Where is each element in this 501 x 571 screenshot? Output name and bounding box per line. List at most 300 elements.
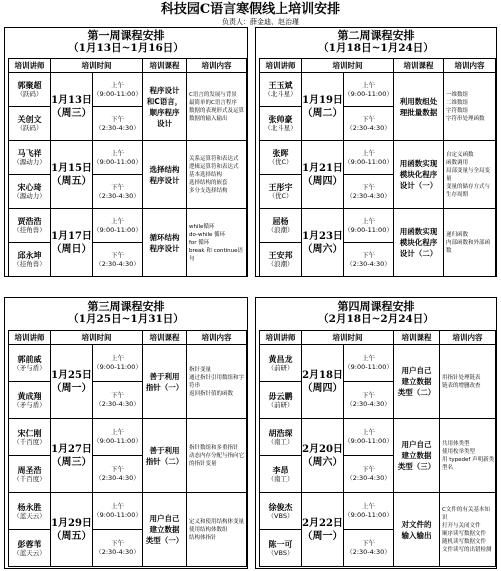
teacher-team: （源动力） (13, 158, 46, 166)
content-line: 逻辑运算符和表达式 (189, 163, 239, 170)
content-line: 数据的表现形式及运算 (189, 107, 245, 114)
slot-am (344, 209, 394, 243)
slot-time: （9:00-11:00） (344, 511, 393, 519)
slot-label: 上午 (111, 80, 124, 89)
slot-label: 上午 (362, 502, 375, 510)
week-panel-2 (255, 27, 497, 277)
course-line: 设计 (157, 118, 172, 128)
content-cell (187, 345, 247, 419)
content-line: 返回指针值的函数 (189, 390, 234, 397)
course-line: 用户自己 (401, 440, 432, 449)
slot-time: （2:30-4:30） (95, 474, 140, 482)
teacher-name: 宋心琦 (17, 182, 42, 192)
content-line: 链表的增删改查 (442, 382, 481, 389)
weekday: （周六） (302, 456, 343, 468)
slot-label: 下午 (111, 465, 124, 473)
content-line: do-while 循环 (189, 231, 226, 238)
teacher-team: （千百度） (13, 437, 46, 446)
slot-time: （2:30-4:30） (95, 191, 140, 200)
teacher-team: （挂角兽） (13, 260, 46, 268)
course-line: 类型（三） (397, 462, 436, 471)
teacher-team: （前研） (267, 400, 294, 409)
col-header-time: 培训时间 (302, 59, 394, 73)
content-line: 用指针处理链表 (442, 374, 481, 381)
teacher-team: （VBS） (267, 511, 294, 520)
col-header-time: 培训时间 (51, 331, 143, 345)
slot-pm (344, 382, 394, 419)
course-line: 程序设计 (149, 175, 180, 185)
teacher-cell (260, 419, 302, 456)
content-line: 多分支选择结构 (189, 187, 228, 194)
course-line: 用函数实现 (399, 227, 438, 236)
col-header-teacher: 培训讲师 (260, 59, 302, 73)
course-cell (143, 345, 187, 419)
teacher-team: （南工） (267, 437, 294, 446)
content-cell (440, 419, 496, 493)
teacher-cell (260, 382, 302, 419)
slot-label: 上午 (362, 80, 375, 89)
teacher-team: （南工） (267, 474, 294, 483)
content-cell (440, 493, 496, 567)
course-cell (394, 345, 440, 419)
col-header-time: 培训时间 (302, 331, 394, 345)
course-line: 用户自己 (149, 514, 180, 523)
slot-time: （2:30-4:30） (346, 123, 391, 132)
col-header-course: 培训课程 (394, 59, 444, 73)
content-line: 打开与关闭文件 (442, 522, 481, 529)
teacher-name: 马飞祥 (17, 148, 42, 158)
slot-label: 上午 (111, 216, 124, 225)
slot-pm (344, 107, 394, 141)
week-range: （1月18日~1月24日） (318, 42, 434, 54)
schedule-table (8, 330, 247, 567)
slot-am (93, 73, 143, 107)
weekday: （周日） (51, 243, 92, 255)
date-cell (51, 493, 93, 567)
course-line: 选择结构 (149, 164, 180, 174)
slot-label: 上午 (362, 428, 375, 436)
date: 1月29日 (51, 517, 92, 529)
slot-label: 下午 (362, 465, 375, 473)
teacher-cell (9, 243, 51, 277)
slot-label: 下午 (362, 182, 375, 191)
col-header-course: 培训课程 (143, 59, 187, 73)
teacher-name: 张晖 (272, 148, 289, 158)
teacher-team: （蓝天云） (13, 511, 46, 520)
course-cell (143, 419, 187, 493)
slot-pm (93, 530, 143, 567)
teacher-cell (260, 73, 302, 107)
date: 1月17日 (51, 230, 92, 242)
content-cell (444, 209, 496, 277)
slot-time: （2:30-4:30） (95, 400, 140, 408)
col-header-course: 培训课程 (143, 331, 187, 345)
slot-am (344, 493, 394, 530)
content-line: 二维数组 (446, 99, 469, 106)
teacher-team: （跃码） (16, 124, 43, 132)
content-line: 关系运算符和表达式 (189, 155, 239, 162)
date: 1月23日 (302, 230, 343, 242)
slot-label: 上午 (362, 354, 375, 362)
weekday: （周四） (302, 175, 343, 187)
teacher-cell (9, 107, 51, 141)
teacher-name: 徐俊杰 (268, 501, 293, 512)
teacher-name: 张帅豪 (268, 114, 293, 124)
teacher-cell (260, 175, 302, 209)
course-line: 模块化程序 (399, 238, 438, 247)
content-line: 动态内存分配与指向它的指针变量 (189, 452, 245, 467)
content-line: 用 typedef 声明新类型名 (442, 456, 495, 471)
page-title: 科技园C语言寒假线上培训安排 (160, 2, 341, 17)
date-cell (302, 419, 344, 493)
slot-label: 下午 (111, 182, 124, 191)
teacher-team: （浪潮） (267, 260, 294, 268)
slot-label: 下午 (362, 250, 375, 259)
course-cell (394, 419, 440, 493)
content-line: 使用枚举类型 (442, 448, 476, 455)
content-line: 最简单的C语言程序 (189, 99, 237, 106)
date-cell (51, 345, 93, 419)
content-line: 结构体指针 (189, 534, 217, 541)
date: 2月22日 (302, 517, 343, 529)
slot-time: （2:30-4:30） (346, 400, 391, 408)
col-header-time: 培训时间 (51, 59, 143, 73)
weekday: （周一） (302, 530, 343, 542)
week-panel-3 (4, 297, 248, 569)
content-cell (444, 73, 496, 141)
date-cell (51, 209, 93, 277)
teacher-name: 郭前威 (17, 353, 42, 364)
content-line: 变量的储存方式与生存周期 (446, 183, 491, 198)
slot-am (344, 73, 394, 107)
date: 1月27日 (51, 443, 92, 455)
slot-pm (93, 382, 143, 419)
course-line: 程序设计 (149, 85, 180, 95)
teacher-cell (9, 345, 51, 382)
course-cell (143, 493, 187, 567)
content-line: 函数调用 (446, 159, 469, 166)
teacher-cell (260, 243, 302, 277)
course-line: 指针（二） (145, 456, 184, 466)
slot-label: 上午 (111, 354, 124, 362)
content-line: 字符串处理函数 (446, 115, 485, 122)
col-header-course: 培训课程 (394, 331, 440, 345)
teacher-name: 屈杨 (272, 216, 289, 226)
teacher-team: （千百度） (13, 474, 46, 483)
teacher-cell (9, 175, 51, 209)
slot-time: （9:00-11:00） (93, 437, 142, 445)
teacher-name: 王玉斌 (268, 80, 293, 90)
content-line: 通过指针引用数组和字符串 (189, 374, 245, 389)
course-line: 程序设计 (149, 243, 180, 253)
teacher-name: 郭聚超 (17, 80, 42, 90)
teacher-cell (9, 456, 51, 493)
teacher-team: （浪潮） (267, 226, 294, 234)
slot-am (93, 493, 143, 530)
slot-time: （2:30-4:30） (346, 474, 391, 482)
slot-time: （9:00-11:00） (344, 225, 393, 234)
slot-pm (344, 175, 394, 209)
weekday: （周三） (51, 107, 92, 119)
course-cell (143, 209, 187, 277)
teacher-team: （优C） (268, 192, 293, 200)
slot-am (344, 345, 394, 382)
teacher-cell (260, 345, 302, 382)
teacher-team: （优C） (268, 158, 293, 166)
content-cell (440, 345, 496, 419)
weekday: （周二） (302, 107, 343, 119)
date-cell (302, 345, 344, 419)
teacher-name: 邱永坤 (17, 250, 42, 260)
course-line: 用函数实现 (399, 159, 438, 168)
slot-pm (344, 456, 394, 493)
slot-time: （9:00-11:00） (93, 157, 142, 166)
course-line: 善于利用 (149, 445, 180, 455)
slot-time: （9:00-11:00） (344, 157, 393, 166)
teacher-name: 贾浩浩 (17, 216, 42, 226)
course-line: 类型（二） (397, 388, 436, 397)
course-cell (143, 73, 187, 141)
content-line: 顺序读写数据文件 (442, 530, 487, 537)
teacher-team: （北斗星） (264, 124, 297, 132)
col-header-teacher: 培训讲师 (9, 59, 51, 73)
date: 1月21日 (302, 162, 343, 174)
date-cell (302, 141, 344, 209)
course-line: 用户自己 (401, 366, 432, 375)
course-line: 对文件的 (401, 519, 432, 529)
teacher-name: 黄成翔 (17, 390, 42, 401)
date: 2月20日 (302, 443, 343, 455)
slot-label: 下午 (111, 539, 124, 547)
week-panel-4 (255, 297, 497, 569)
teacher-team: （源动力） (13, 192, 46, 200)
course-line: 利用数组处 (399, 96, 438, 106)
teacher-cell (260, 141, 302, 175)
course-line: 类型（一） (145, 536, 184, 545)
content-cell (187, 493, 247, 567)
teacher-cell (9, 73, 51, 107)
teacher-name: 宋仁刚 (17, 427, 42, 438)
slot-pm (93, 175, 143, 209)
teacher-name: 毋云鹏 (268, 390, 293, 401)
content-cell (187, 419, 247, 493)
course-line: 输入输出 (401, 530, 432, 540)
slot-label: 下午 (111, 250, 124, 259)
slot-pm (344, 243, 394, 277)
teacher-cell (9, 419, 51, 456)
weekday: （周五） (51, 175, 92, 187)
slot-am (93, 419, 143, 456)
teacher-name: 周圣浩 (17, 464, 42, 475)
slot-time: （9:00-11:00） (93, 225, 142, 234)
course-line: 建立数据 (149, 525, 180, 534)
date: 1月13日 (51, 94, 92, 106)
week-heading: 第三周课程安排 (87, 300, 165, 313)
teacher-cell (9, 209, 51, 243)
content-cell (187, 73, 247, 141)
slot-label: 上午 (362, 216, 375, 225)
content-line: 随机读写数据文件 (442, 538, 487, 545)
content-line: 字符数组 (446, 107, 469, 114)
teacher-name: 黄昌龙 (268, 353, 293, 364)
slot-time: （9:00-11:00） (93, 511, 142, 519)
slot-pm (344, 530, 394, 567)
weekday: （周三） (51, 456, 92, 468)
col-header-content: 培训内容 (187, 331, 247, 345)
slot-am (344, 419, 394, 456)
slot-time: （2:30-4:30） (95, 259, 140, 268)
slot-label: 下午 (362, 539, 375, 547)
week-heading: 第四周课程安排 (337, 300, 415, 313)
content-line: 一维数组 (446, 91, 469, 98)
slot-time: （9:00-11:00） (93, 363, 142, 371)
slot-time: （2:30-4:30） (95, 548, 140, 556)
date: 1月25日 (51, 369, 92, 381)
teacher-team: （挂角兽） (13, 226, 46, 234)
slot-label: 上午 (362, 148, 375, 157)
slot-label: 上午 (111, 428, 124, 436)
course-line: 设计（一） (399, 181, 438, 190)
col-header-content: 培训内容 (187, 59, 247, 73)
content-cell (187, 141, 247, 209)
course-line: 建立数据 (401, 377, 432, 386)
teacher-cell (9, 141, 51, 175)
slot-label: 下午 (362, 391, 375, 399)
date-cell (51, 141, 93, 209)
content-line: 指针数组和多重指针 (189, 444, 239, 451)
slot-label: 下午 (362, 114, 375, 123)
week-panel-1 (4, 27, 248, 277)
slot-label: 下午 (111, 391, 124, 399)
content-line: 共用体类型 (442, 440, 470, 447)
teacher-cell (260, 456, 302, 493)
slot-am (93, 345, 143, 382)
teacher-team: （北斗星） (264, 90, 297, 98)
slot-time: （9:00-11:00） (93, 89, 142, 98)
schedule-table (259, 330, 496, 567)
col-header-content: 培训内容 (440, 331, 496, 345)
course-line: 理批量数据 (399, 107, 438, 117)
slot-time: （2:30-4:30） (95, 123, 140, 132)
content-line: while循环 (189, 223, 215, 230)
date-cell (302, 209, 344, 277)
course-line: 和C语言， (146, 96, 183, 106)
content-cell (444, 141, 496, 209)
content-line: 局部变量与全局变量 (446, 167, 491, 182)
content-line: 使用结构体数组 (189, 526, 228, 533)
teacher-team: （矛与盾） (13, 363, 46, 372)
week-heading: 第二周课程安排 (337, 29, 415, 42)
teacher-team: （VBS） (267, 548, 294, 557)
date: 1月15日 (51, 162, 92, 174)
weekday: （周五） (51, 530, 92, 542)
course-line: 模块化程序 (399, 170, 438, 179)
teacher-cell (260, 493, 302, 530)
content-line: 选择结构的嵌套 (189, 179, 228, 186)
slot-time: （2:30-4:30） (346, 259, 391, 268)
week-range: （1月13日~1月16日） (68, 42, 184, 54)
date: 2月18日 (302, 369, 343, 381)
slot-time: （2:30-4:30） (346, 191, 391, 200)
col-header-content: 培训内容 (444, 59, 496, 73)
schedule-table (8, 58, 247, 277)
teacher-name: 陈一可 (268, 538, 293, 549)
content-line: 递归函数 (446, 231, 469, 238)
teacher-name: 关创文 (17, 114, 42, 124)
weekday: （周六） (302, 243, 343, 255)
teacher-cell (9, 493, 51, 530)
week-heading: 第一周课程安排 (87, 29, 165, 42)
content-line: 定义和使用结构体变量 (189, 518, 245, 525)
col-header-teacher: 培训讲师 (9, 331, 51, 345)
teacher-cell (260, 209, 302, 243)
date-cell (302, 73, 344, 141)
weekday: （周一） (51, 382, 92, 394)
course-line: 善于利用 (149, 371, 180, 381)
teacher-name: 李昂 (272, 464, 289, 475)
course-line: 设计（二） (399, 249, 438, 258)
content-line: 指针变量 (189, 366, 212, 373)
teacher-team: （蓝天云） (13, 548, 46, 557)
content-line: C文件的有关基本知识 (442, 506, 490, 521)
week-range: （1月25日~1月31日） (68, 313, 184, 325)
slot-time: （9:00-11:00） (344, 437, 393, 445)
slot-time: （9:00-11:00） (344, 89, 393, 98)
course-cell (394, 493, 440, 567)
content-cell (187, 209, 247, 277)
slot-am (344, 141, 394, 175)
teacher-team: （跃码） (16, 90, 43, 98)
week-range: （2月18日~2月24日） (318, 313, 434, 325)
date: 1月19日 (302, 94, 343, 106)
teacher-name: 彭蓉苇 (17, 538, 42, 549)
teacher-cell (260, 530, 302, 567)
teacher-name: 王安邦 (268, 250, 293, 260)
teacher-cell (9, 530, 51, 567)
teacher-name: 杨永胜 (17, 501, 42, 512)
schedule-table (259, 58, 496, 277)
content-line: for 循环 (189, 239, 210, 246)
course-line: 建立数据 (401, 451, 432, 460)
course-cell (394, 209, 444, 277)
slot-time: （2:30-4:30） (346, 548, 391, 556)
slot-pm (93, 243, 143, 277)
slot-am (93, 141, 143, 175)
teacher-name: 王彤宇 (268, 182, 293, 192)
slot-pm (93, 107, 143, 141)
content-line: C语言的发展与背景 (189, 91, 237, 98)
col-header-teacher: 培训讲师 (260, 331, 302, 345)
byline: 负责人：薛金迪、赵治瑾 (222, 18, 299, 26)
content-line: 基本选择结构 (189, 171, 223, 178)
date-cell (51, 419, 93, 493)
date-cell (51, 73, 93, 141)
slot-label: 下午 (111, 114, 124, 123)
course-line: 顺序程序 (149, 107, 180, 117)
teacher-team: （矛与盾） (13, 400, 46, 409)
course-line: 指针（一） (145, 382, 184, 392)
slot-am (93, 209, 143, 243)
slot-pm (93, 456, 143, 493)
date-cell (302, 493, 344, 567)
content-line: 自定义函数 (446, 151, 474, 158)
teacher-name: 胡浩琛 (268, 427, 293, 438)
course-cell (143, 141, 187, 209)
teacher-cell (9, 382, 51, 419)
content-line: 数据的输入输出 (189, 115, 228, 122)
slot-time: （9:00-11:00） (344, 363, 393, 371)
slot-label: 上午 (111, 148, 124, 157)
